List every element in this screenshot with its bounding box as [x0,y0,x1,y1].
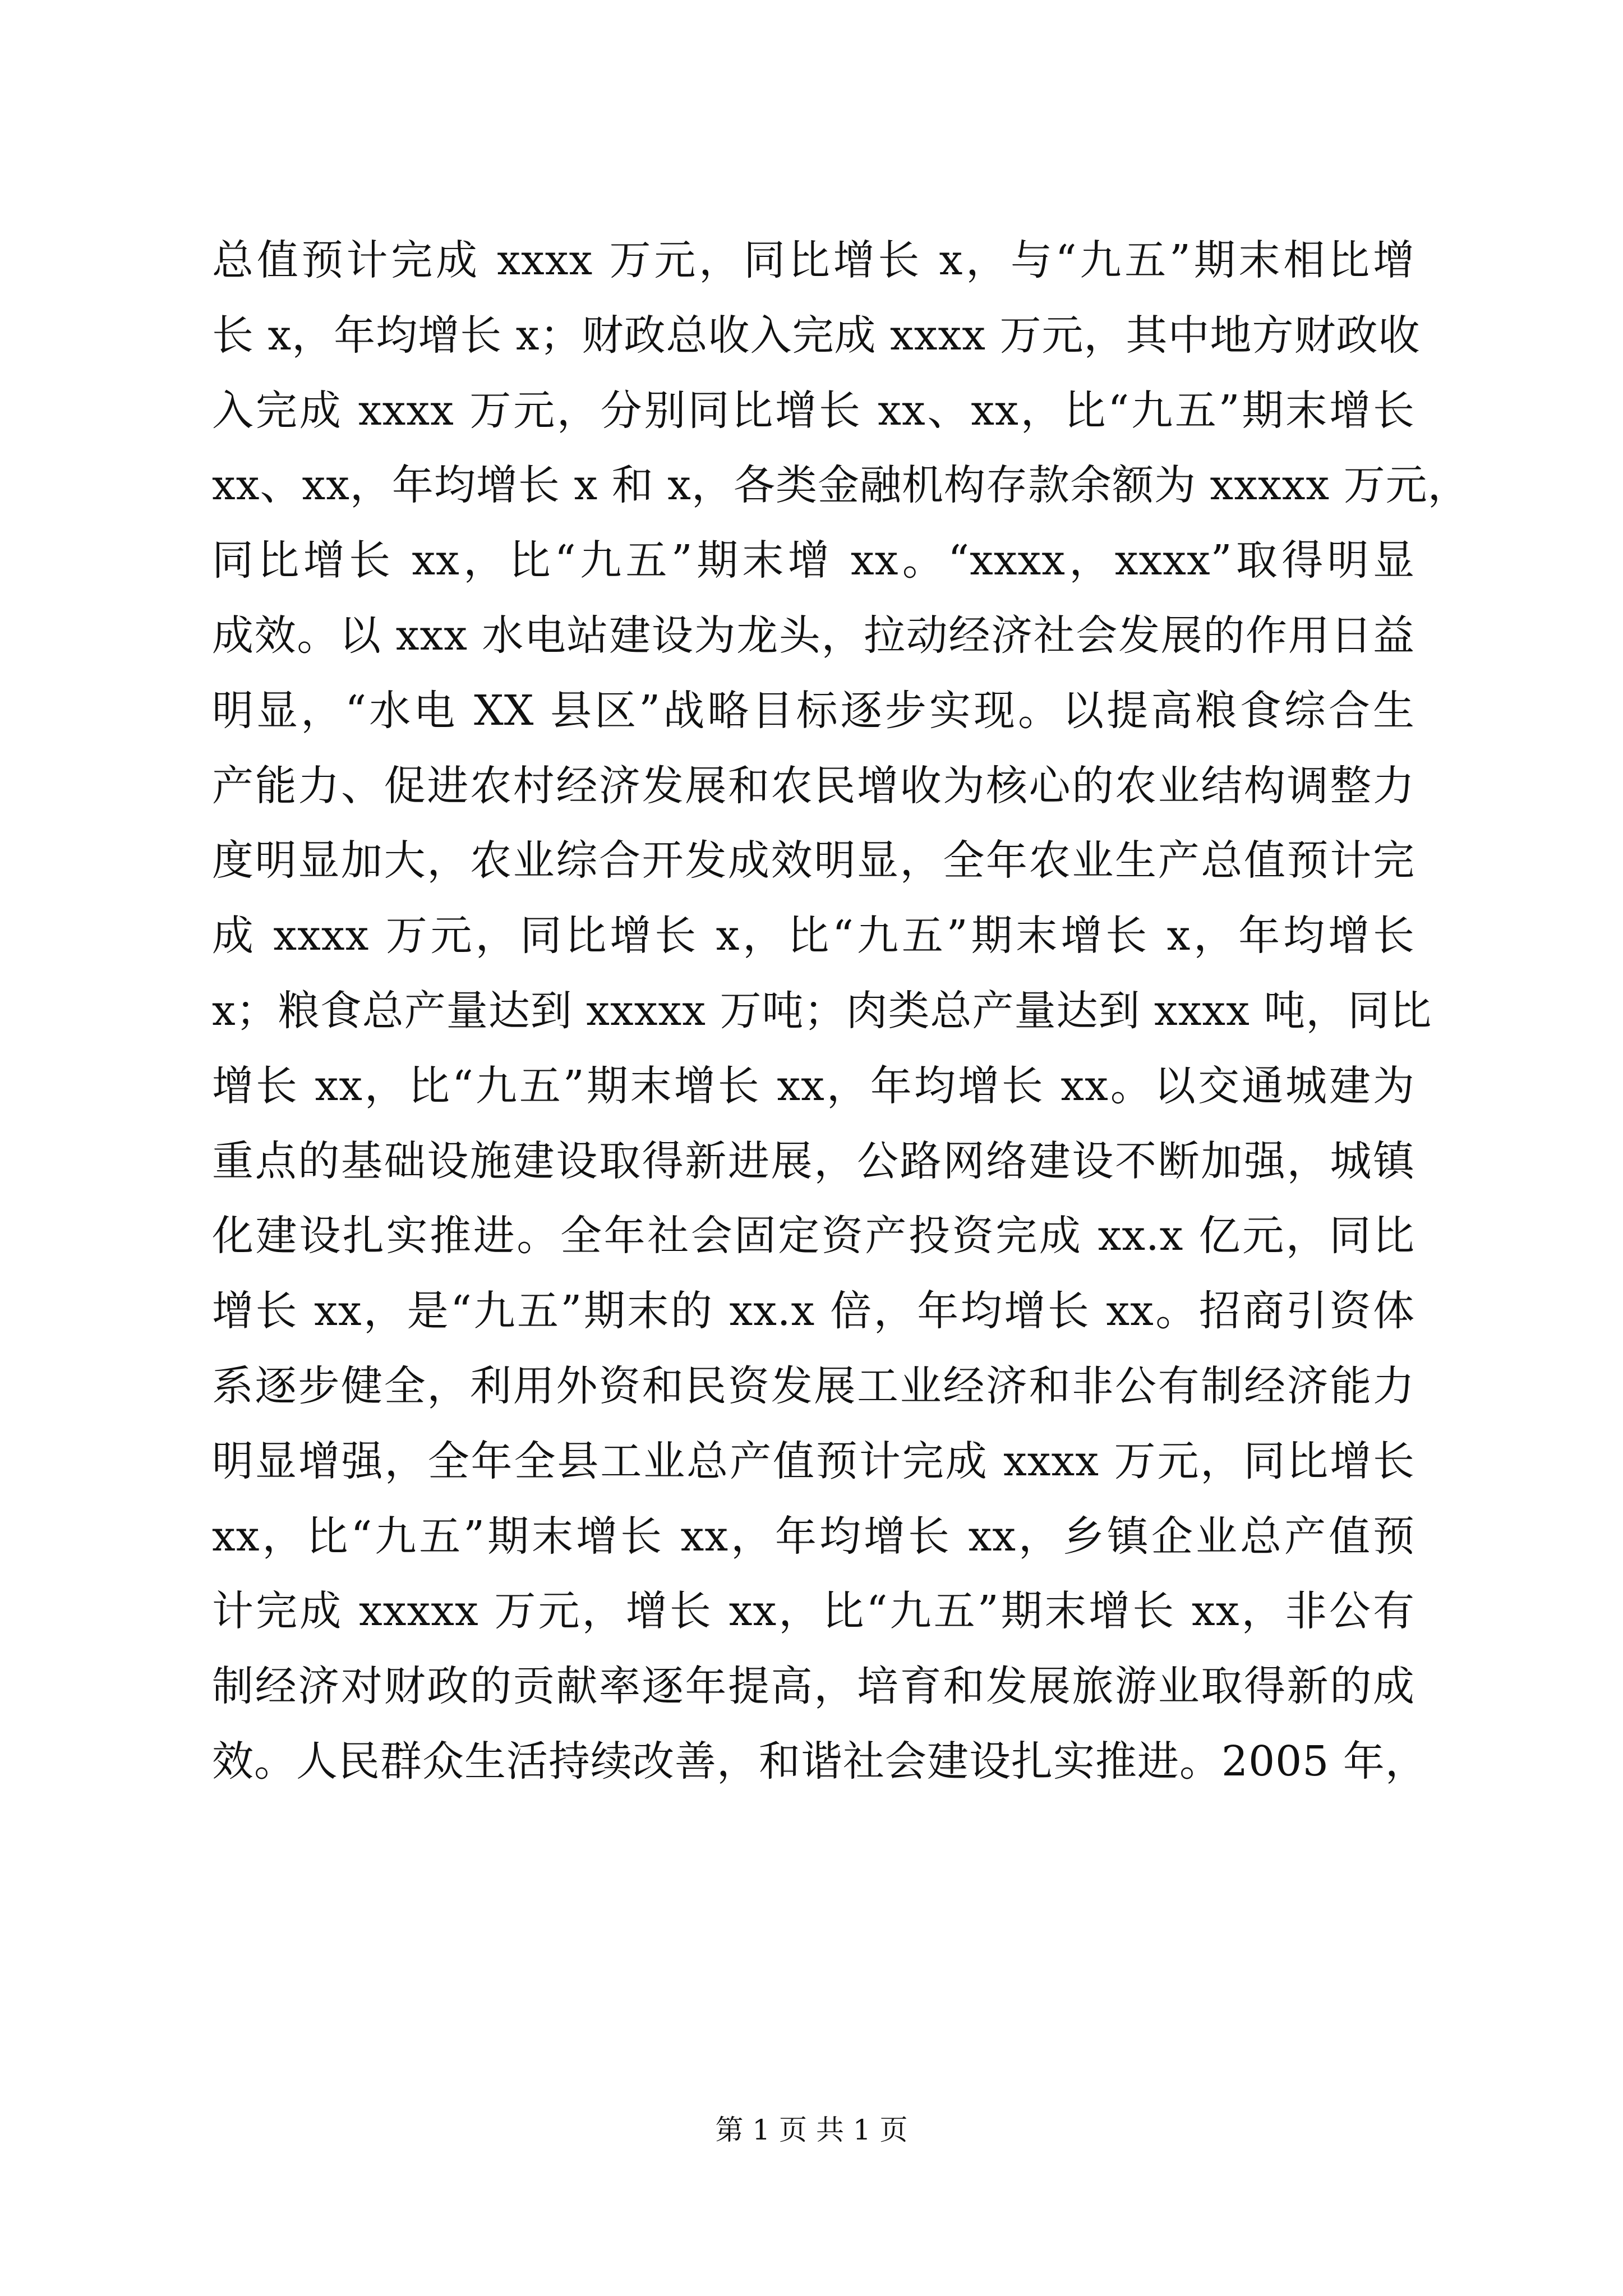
document-body [212,223,1470,1800]
text-line: x；粮食总产量达到 xxxxx 万吨；肉类总产量达到 xxxx 吨，同比 [212,986,1432,1035]
text-line: 明显，“水电 XX 县区”战略目标逐步实现。以提高粮食综合生 [212,686,1415,735]
page-number-label: 第 1 页 共 1 页 [715,2114,908,2146]
text-line: 同比增长 xx，比“九五”期末增 xx。“xxxx，xxxx”取得明显 [212,536,1415,585]
text-line: xx，比“九五”期末增长 xx，年均增长 xx，乡镇企业总产值预 [212,1512,1415,1561]
text-line: 总值预计完成 xxxx 万元，同比增长 x，与“九五”期末相比增 [212,236,1415,284]
text-line: 系逐步健全，利用外资和民资发展工业经济和非公有制经济能力 [212,1361,1415,1410]
text-line: 明显增强，全年全县工业总产值预计完成 xxxx 万元，同比增长 [212,1437,1415,1485]
text-line: 增长 xx，是“九五”期末的 xx.x 倍，年均增长 xx。招商引资体 [212,1287,1415,1336]
page-footer [0,2110,1623,2150]
text-line: 度明显加大，农业综合开发成效明显，全年农业生产总值预计完 [212,836,1415,885]
text-line: 制经济对财政的贡献率逐年提高，培育和发展旅游业取得新的成 [212,1662,1415,1711]
text-line: 计完成 xxxxx 万元，增长 xx，比“九五”期末增长 xx，非公有 [212,1587,1415,1636]
text-line: xx、xx，年均增长 x 和 x，各类金融机构存款余额为 xxxxx 万元， [212,461,1470,510]
text-line: 产能力、促进农村经济发展和农民增收为核心的农业结构调整力 [212,761,1415,810]
text-line: 重点的基础设施建设取得新进展，公路网络建设不断加强，城镇 [212,1137,1415,1185]
text-line: 增长 xx，比“九五”期末增长 xx，年均增长 xx。以交通城建为 [212,1061,1415,1110]
text-line: 入完成 xxxx 万元，分别同比增长 xx、xx，比“九五”期末增长 [212,386,1415,435]
text-line: 化建设扎实推进。全年社会固定资产投资完成 xx.x 亿元，同比 [212,1212,1415,1260]
text-line: 成效。以 xxx 水电站建设为龙头，拉动经济社会发展的作用日益 [212,611,1415,660]
text-line: 成 xxxx 万元，同比增长 x，比“九五”期末增长 x，年均增长 [212,912,1415,960]
text-line: 效。人民群众生活持续改善，和谐社会建设扎实推进。2005 年， [212,1737,1427,1786]
text-line: 长 x，年均增长 x；财政总收入完成 xxxx 万元，其中地方财政收 [212,311,1421,360]
